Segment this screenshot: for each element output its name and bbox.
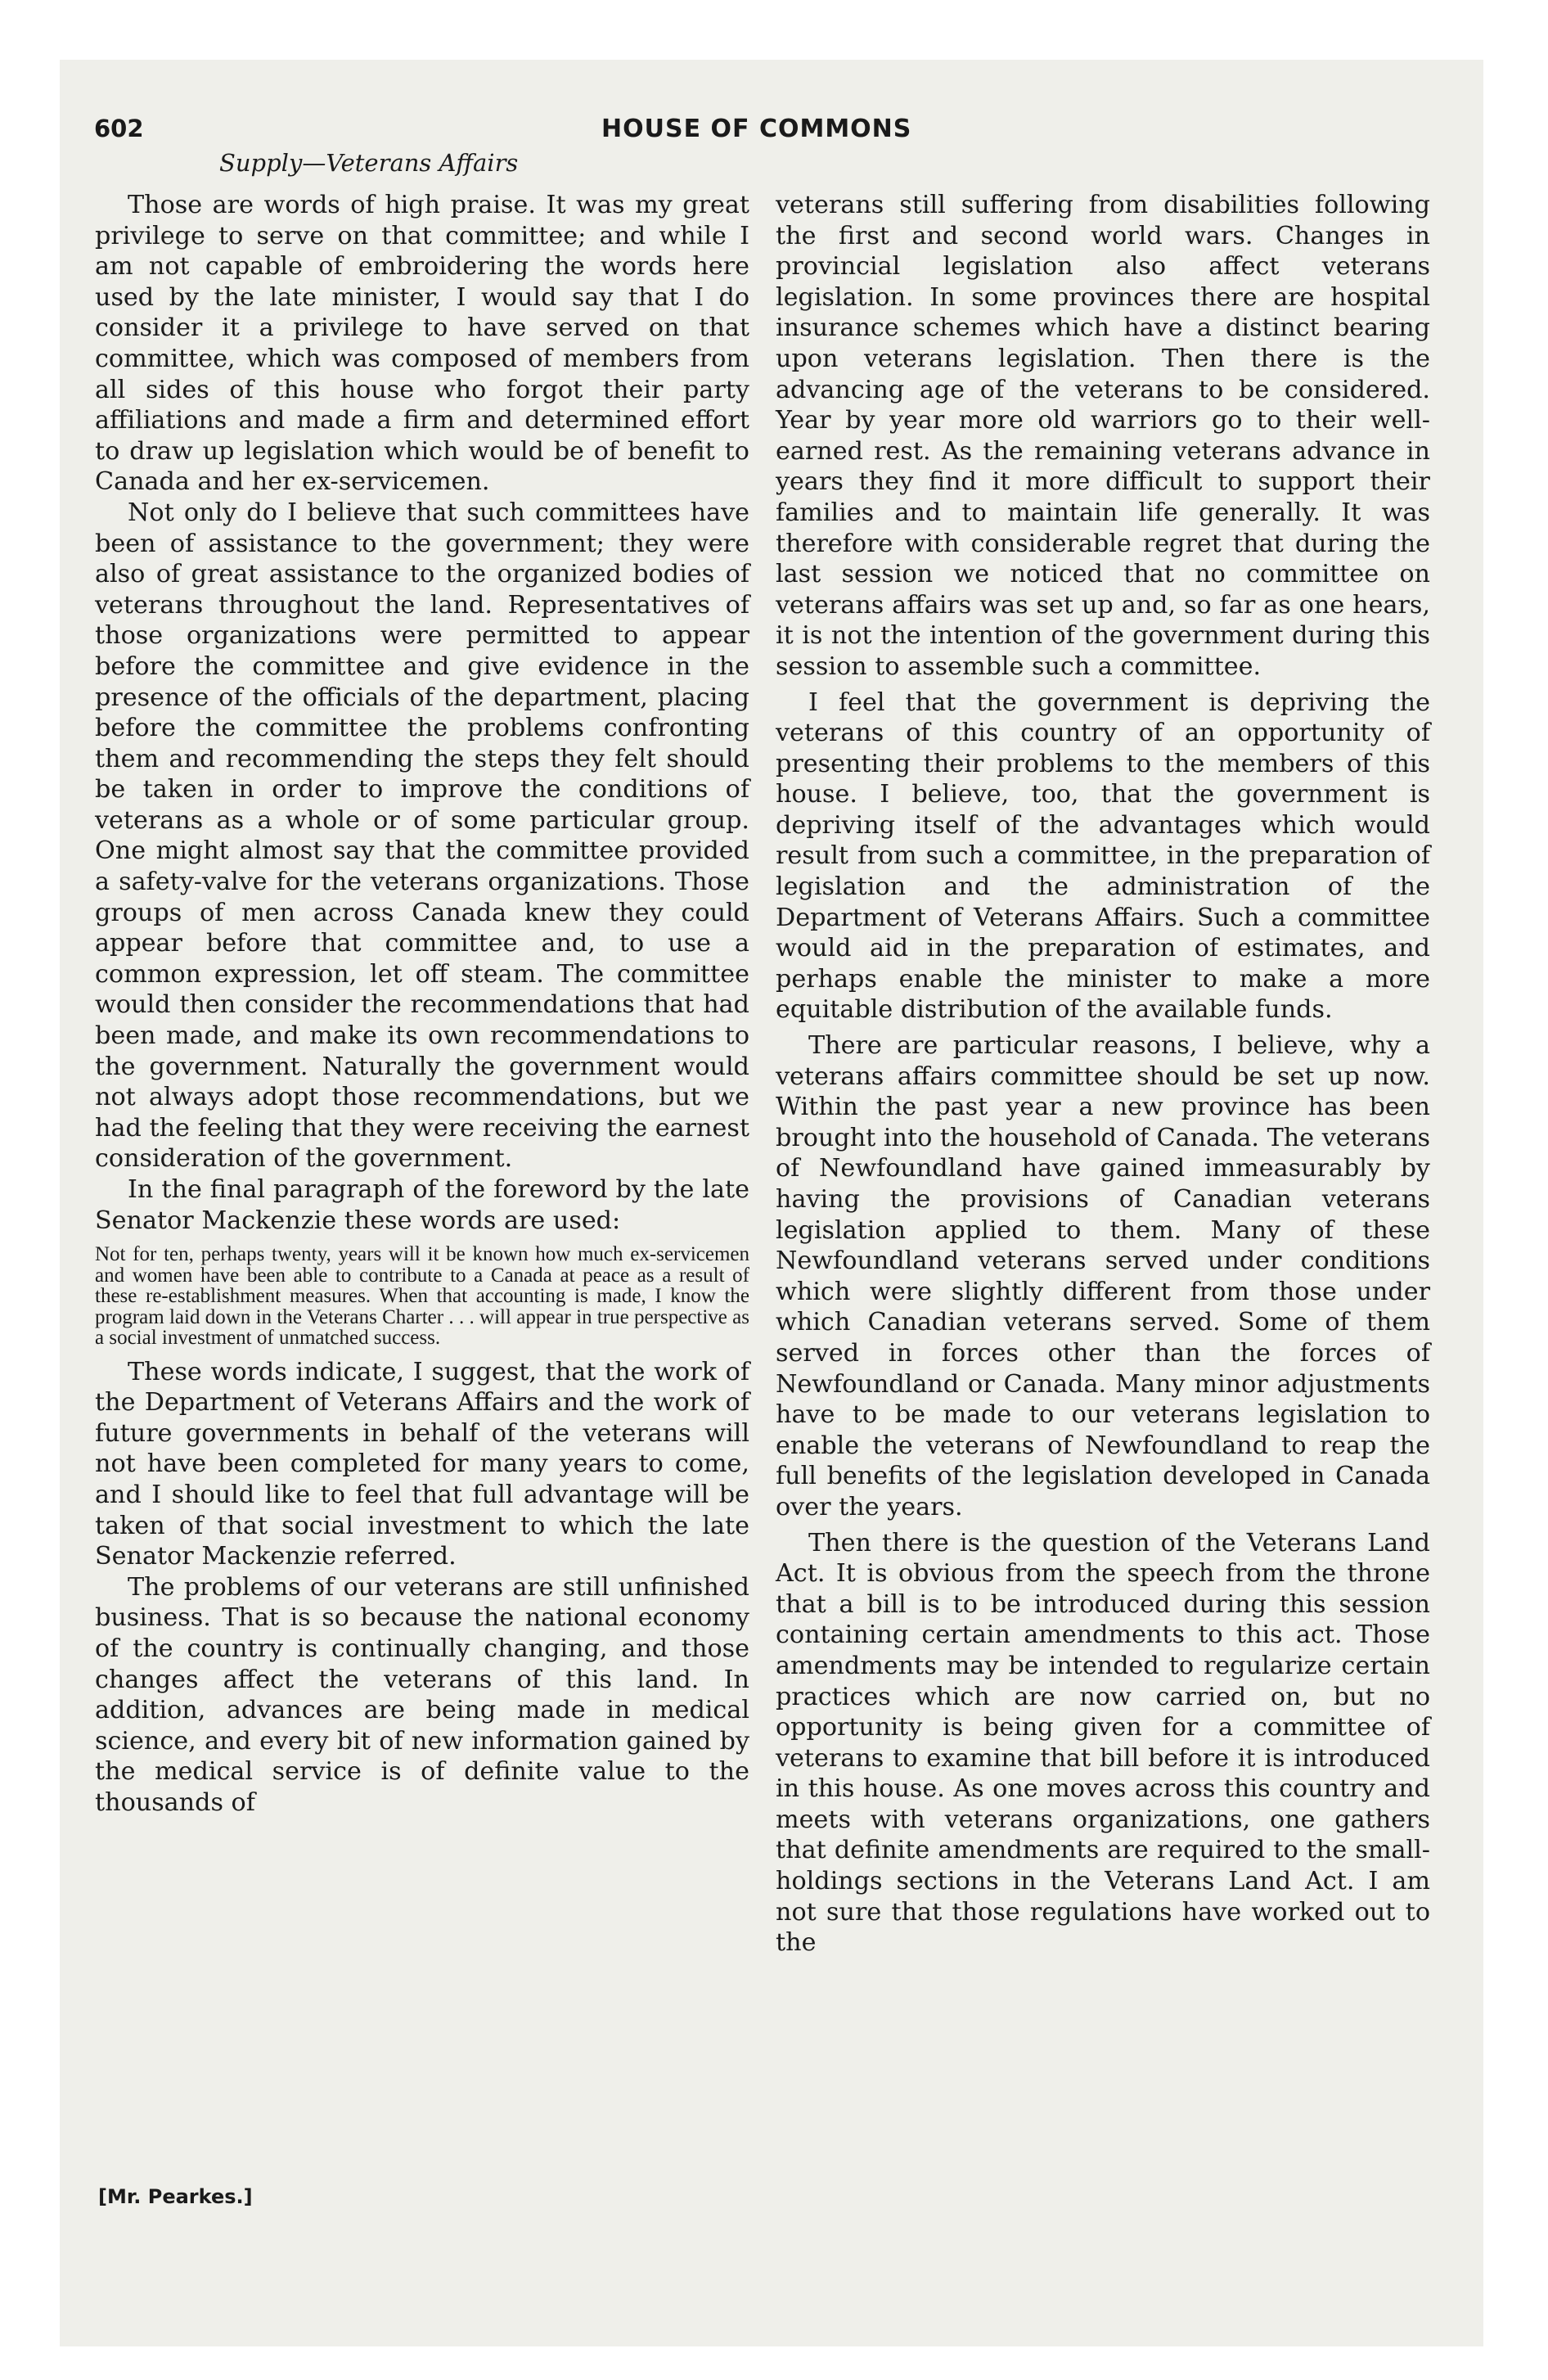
- paragraph: In the final paragraph of the foreword by the late Senator Mackenzie these words are used:: [95, 1175, 749, 1235]
- speaker-attribution: [Mr. Pearkes.]: [98, 2185, 253, 2208]
- paragraph: These words indicate, I suggest, that the work of the Department of Veterans Affairs and the work of future governments in behalf of the veterans will not have been completed for many years to come, and I should like to feel that full advantage will be taken of that social investment to which the late Senator Mackenzie referred.: [95, 1357, 749, 1571]
- paragraph: There are particular reasons, I believe, why a veterans affairs committee should be set up now. Within the past year a new province has been brought into the household of Canada. The veterans of Newfoundland have gained immeasurably by having the provisions of Canadian veterans legislation applied to them. Many of these Newfoundland veterans served under conditions which were slightly different from those under which Canadian veterans served. Some of them served in forces other than the forces of Newfoundland or Canada. Many minor adjustments have to be made to our veterans legislation to enable the veterans of Newfoundland to reap the full benefits of the legislation developed in Canada over the years.: [776, 1031, 1430, 1521]
- section-heading: Supply—Veterans Affairs: [219, 149, 519, 177]
- block-quote: Not for ten, perhaps twenty, years will it be known how much ex-servicemen and women have been able to contribute to a Canada at peace as a result of these re-establishment measures. When that accounting is made, I know the program laid down in the Veterans Charter . . . will appear in true perspective as a social investment of unmatched success.: [95, 1243, 749, 1350]
- paragraph: Then there is the question of the Veterans Land Act. It is obvious from the speech from the throne that a bill is to be introduced during this session containing certain amendments to this act. Those amendments may be intended to regularize certain practices which are now carried on, but no opportunity is being given for a committee of veterans to examine that bill before it is introduced in this house. As one moves across this country and meets with veterans organizations, one gathers that definite amendments are required to the small-holdings sections in the Veterans Land Act. I am not sure that those regulations have worked out to the: [776, 1528, 1430, 1958]
- page-title: HOUSE OF COMMONS: [601, 115, 912, 143]
- page-number: 602: [94, 115, 144, 142]
- paragraph-continued: veterans still suffering from disabilities following the first and second world wars. Changes in provincial legislation also affect veterans legislation. In some provinces there are hospital insurance schemes which have a distinct bearing upon veterans legislation. Then there is the advancing age of the veterans to be considered. Year by year more old warriors go to their well-earned rest. As the remaining veterans advance in years they find it more difficult to support their families and to maintain life generally. It was therefore with considerable regret that during the last session we noticed that no committee on veterans affairs was set up and, so far as one hears, it is not the intention of the government during this session to assemble such a committee.: [776, 191, 1430, 681]
- right-column: [776, 190, 1430, 1959]
- paragraph: I feel that the government is depriving the veterans of this country of an opportunity of presenting their problems to the members of this house. I believe, too, that the government is depriving itself of the advantages which would result from such a committee, in the preparation of legislation and the administration of the Department of Veterans Affairs. Such a committee would aid in the preparation of estimates, and perhaps enable the minister to make a more equitable distribution of the available funds.: [776, 687, 1430, 1025]
- paragraph: Not only do I believe that such committees have been of assistance to the government; they were also of great assistance to the organized bodies of veterans throughout the land. Representatives of those organizations were permitted to appear before the committee and give evidence in the presence of the officials of the department, placing before the committee the problems confronting them and recommending the steps they felt should be taken in order to improve the conditions of veterans as a whole or of some particular group. One might almost say that the committee provided a safety-valve for the veterans organizations. Those groups of men across Canada knew they could appear before that committee and, to use a common expression, let off steam. The committee would then consider the recommendations that had been made, and make its own recommendations to the government. Naturally the government would not always adopt those recommendations, but we had the feeling that they were receiving the earnest consideration of the government.: [95, 498, 749, 1174]
- paragraph: Those are words of high praise. It was my great privilege to serve on that committee; and while I am not capable of embroidering the words here used by the late minister, I would say that I do consider it a privilege to have served on that committee, which was composed of members from all sides of this house who forgot their party affiliations and made a firm and determined effort to draw up legislation which would be of benefit to Canada and her ex-servicemen.: [95, 191, 749, 497]
- paragraph: The problems of our veterans are still unfinished business. That is so because the national economy of the country is continually changing, and those changes affect the veterans of this land. In addition, advances are being made in medical science, and every bit of new information gained by the medical service is of definite value to the thousands of: [95, 1572, 749, 1817]
- left-column: [95, 190, 749, 1819]
